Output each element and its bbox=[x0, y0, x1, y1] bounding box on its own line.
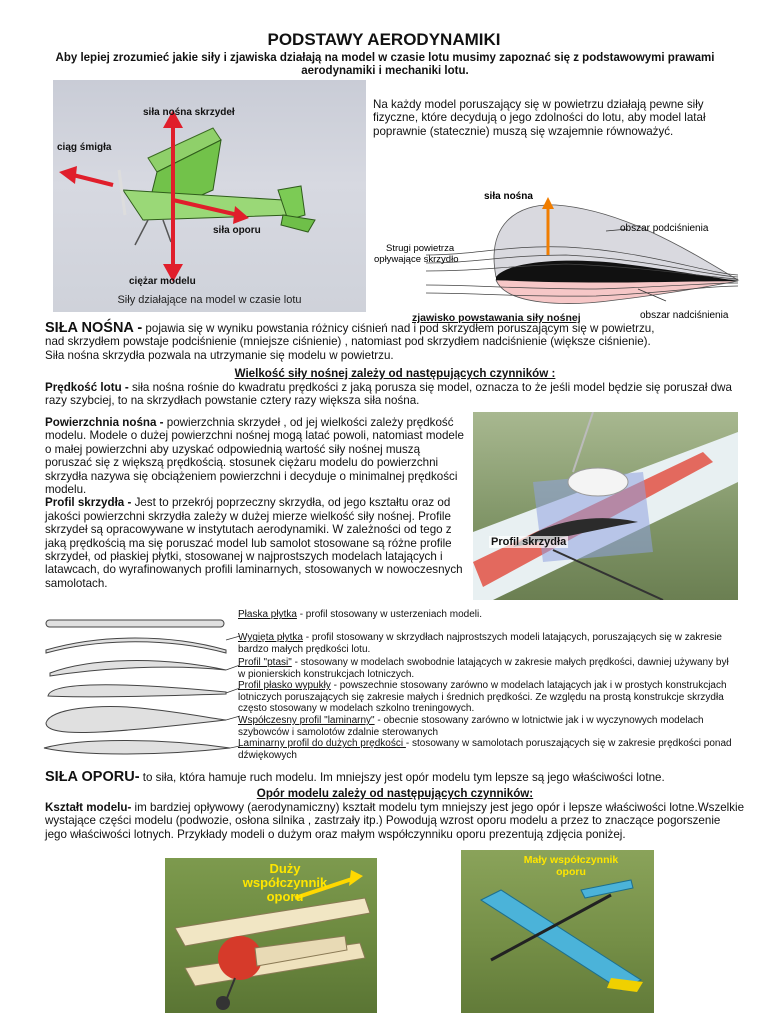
lift-line1: pojawia się w wyniku powstania różnicy ciśnień nad i pod skrzydłem poruszającym się w powietrzu, bbox=[142, 322, 655, 335]
forces-photo bbox=[53, 80, 366, 312]
diag-caption: zjawisko powstawania siły nośnej bbox=[412, 312, 581, 324]
lift-profile-label: Profil skrzydła - bbox=[45, 496, 132, 510]
drag-shape-text: im bardziej opływowy (aerodynamiczny) kształt modelu tym mniejszy jest jego opór i lepsze właściwości lotne.Wszelkie wystające części modelu (podwozie, osłona silnika , zastrzały itp.) Powodują wzrost oporu modelu a przez to znaczące pogorszenie jego właściwości lotnych. Przykłady modeli o dużym oraz małym współczynniku oporu prezentują zdjęcia poniżej. bbox=[45, 801, 745, 841]
profile-flat-convex bbox=[48, 685, 226, 697]
diag-streams-2: opływające skrzydło bbox=[374, 254, 459, 265]
profile-item: Laminarny profil do dużych prędkości - stosowany w samolotach poruszających się w zakresie prędkości ponad dźwiękowych bbox=[238, 738, 732, 761]
diag-low-pressure: obszar podciśnienia bbox=[620, 223, 709, 234]
lift-profile-text: Jest to przekrój poprzeczny skrzydła, od jego kształtu oraz od jakości powierzchni skrzydła zależy w dużej mierze wielkość siły nośnej. Profile skrzydeł są opracowywane w instytutach aerodynamiki. W zależności od tego z jaką prędkością ma się poruszać model lub samolot stosowane są różne profile skrzydeł, od płaskiej płytki, stosowanej w najprostszych modelach latających i latawcach, do wyrafinowanych profili laminarnych, stosowanych w nowoczesnych samolotach. bbox=[45, 496, 463, 590]
diag-lift: siła nośna bbox=[484, 191, 533, 202]
profile-shapes bbox=[40, 608, 240, 758]
lift-line2: nad skrzydłem powstaje podciśnienie (mniejsze ciśnienie) , natomiast pod skrzydłem nadciśnienie (większe ciśnienie). bbox=[45, 335, 651, 349]
profiles-list bbox=[238, 609, 738, 761]
profile-item: Współczesny profil "laminarny" - obecnie stosowany zarówno w lotnictwie jak i w wyczynowych modelach szybowców i samolotów zdalnie sterowanych bbox=[238, 715, 704, 738]
high-drag-label: Duży współczynnik oporu bbox=[242, 861, 328, 904]
lift-speed-paragraph bbox=[45, 381, 745, 408]
wing-profile-photo bbox=[473, 412, 738, 600]
label-lift: siła nośna skrzydeł bbox=[143, 107, 235, 118]
airfoil-diagram bbox=[366, 185, 746, 325]
lift-area-paragraph bbox=[45, 416, 465, 590]
lift-speed-label: Prędkość lotu - bbox=[45, 381, 129, 394]
lift-paragraph bbox=[45, 322, 745, 362]
forces-illustration bbox=[53, 80, 366, 312]
drag-paragraph bbox=[45, 771, 745, 784]
page-title: PODSTAWY AERODYNAMIKI bbox=[267, 30, 501, 49]
low-drag-label: Mały współczynnik oporu bbox=[523, 854, 619, 878]
lift-heading: SIŁA NOŚNA - bbox=[45, 320, 143, 336]
label-thrust: ciąg śmigła bbox=[57, 142, 112, 153]
profile-flat-plate bbox=[46, 620, 224, 627]
profile-supersonic bbox=[44, 741, 230, 755]
profile-item: Profil płasko wypukły - powszechnie stosowany zarówno w modelach latających jak i w prostych konstrukcjach lotniczych poruszających się zakresie małych i średnich prędkości. Ze względu na prostą konstrukcje skrzydła często stosowany w modelach szkolno treningowych. bbox=[238, 680, 727, 714]
wing-profile-label: Profil skrzydła bbox=[491, 536, 567, 548]
drag-text: to siła, która hamuje ruch modelu. Im mniejszy jest opór modelu tym lepsze są jego właściwości lotne. bbox=[139, 771, 665, 784]
profile-laminar bbox=[46, 707, 226, 733]
lift-area-label: Powierzchnia nośna - bbox=[45, 416, 164, 429]
profile-curved-plate bbox=[46, 638, 226, 653]
high-drag-photo bbox=[165, 858, 377, 1013]
low-drag-photo bbox=[461, 850, 654, 1013]
diag-high-pressure: obszar nadciśnienia bbox=[640, 310, 729, 321]
drag-shape-paragraph bbox=[45, 801, 745, 841]
lift-speed-text: siła nośna rośnie do kwadratu prędkości z jaką porusza się model, oznacza to że jeśli model będzie się poruszał dwa razy szybciej, to na skrzydłach powstanie cztery razy większa siła nośna. bbox=[45, 381, 732, 408]
label-weight: ciężar modelu bbox=[129, 276, 196, 287]
profile-item: Płaska płytka - profil stosowany w usterzeniach modeli. bbox=[238, 609, 482, 620]
lift-area-text: powierzchnia skrzydeł , od jej wielkości zależy prędkość modelu. Modele o dużej powierzchni nośnej mogą latać powoli, natomiast modele o małej powierzchni aby uzyskać odpowiednią wartość siły nośnej muszą poruszać się z większą prędkością. stosunek ciężaru modelu do powierzchni skrzydła nazywa się obciążeniem powierzchni i decyduje o minimalnej prędkości modelu. bbox=[45, 416, 464, 497]
drag-shape-label: Kształt modelu- bbox=[45, 801, 132, 814]
intro-text: Na każdy model poruszający się w powietrzu działają pewne siły fizyczne, które decydują o jego zdolności do lotu, aby model latał poprawnie (statecznie) muszą się wzajemnie równoważyć. bbox=[373, 98, 706, 138]
forces-caption: Siły działające na model w czasie lotu bbox=[117, 294, 302, 306]
label-drag: siła oporu bbox=[213, 225, 261, 236]
profile-bird bbox=[50, 661, 226, 676]
profile-item: Wygięta płytka - profil stosowany w skrzydłach najprostszych modeli latających, poruszających się w zakresie bardzo małych prędkości lotu. bbox=[238, 632, 722, 655]
diag-streams-1: Strugi powietrza bbox=[386, 243, 455, 254]
page-subtitle: Aby lepiej zrozumieć jakie siły i zjawiska działają na model w czasie lotu musimy zapoznać się z podstawowymi prawami aerodynamiki i mechaniki lotu. bbox=[55, 52, 715, 77]
profile-item: Profil "ptasi" - stosowany w modelach swobodnie latających w zakresie małych prędkości, dawniej używany był w pionierskich konstrukcjach lotniczych. bbox=[238, 657, 729, 680]
lift-line3: Siła nośna skrzydła pozwala na utrzymanie się modelu w powietrzu. bbox=[45, 348, 394, 362]
drag-factors-heading: Opór modelu zależy od następujących czynników: bbox=[256, 787, 534, 800]
lift-factors-heading: Wielkość siły nośnej zależy od następujących czynników : bbox=[234, 367, 556, 380]
drag-heading: SIŁA OPORU- bbox=[45, 769, 140, 785]
